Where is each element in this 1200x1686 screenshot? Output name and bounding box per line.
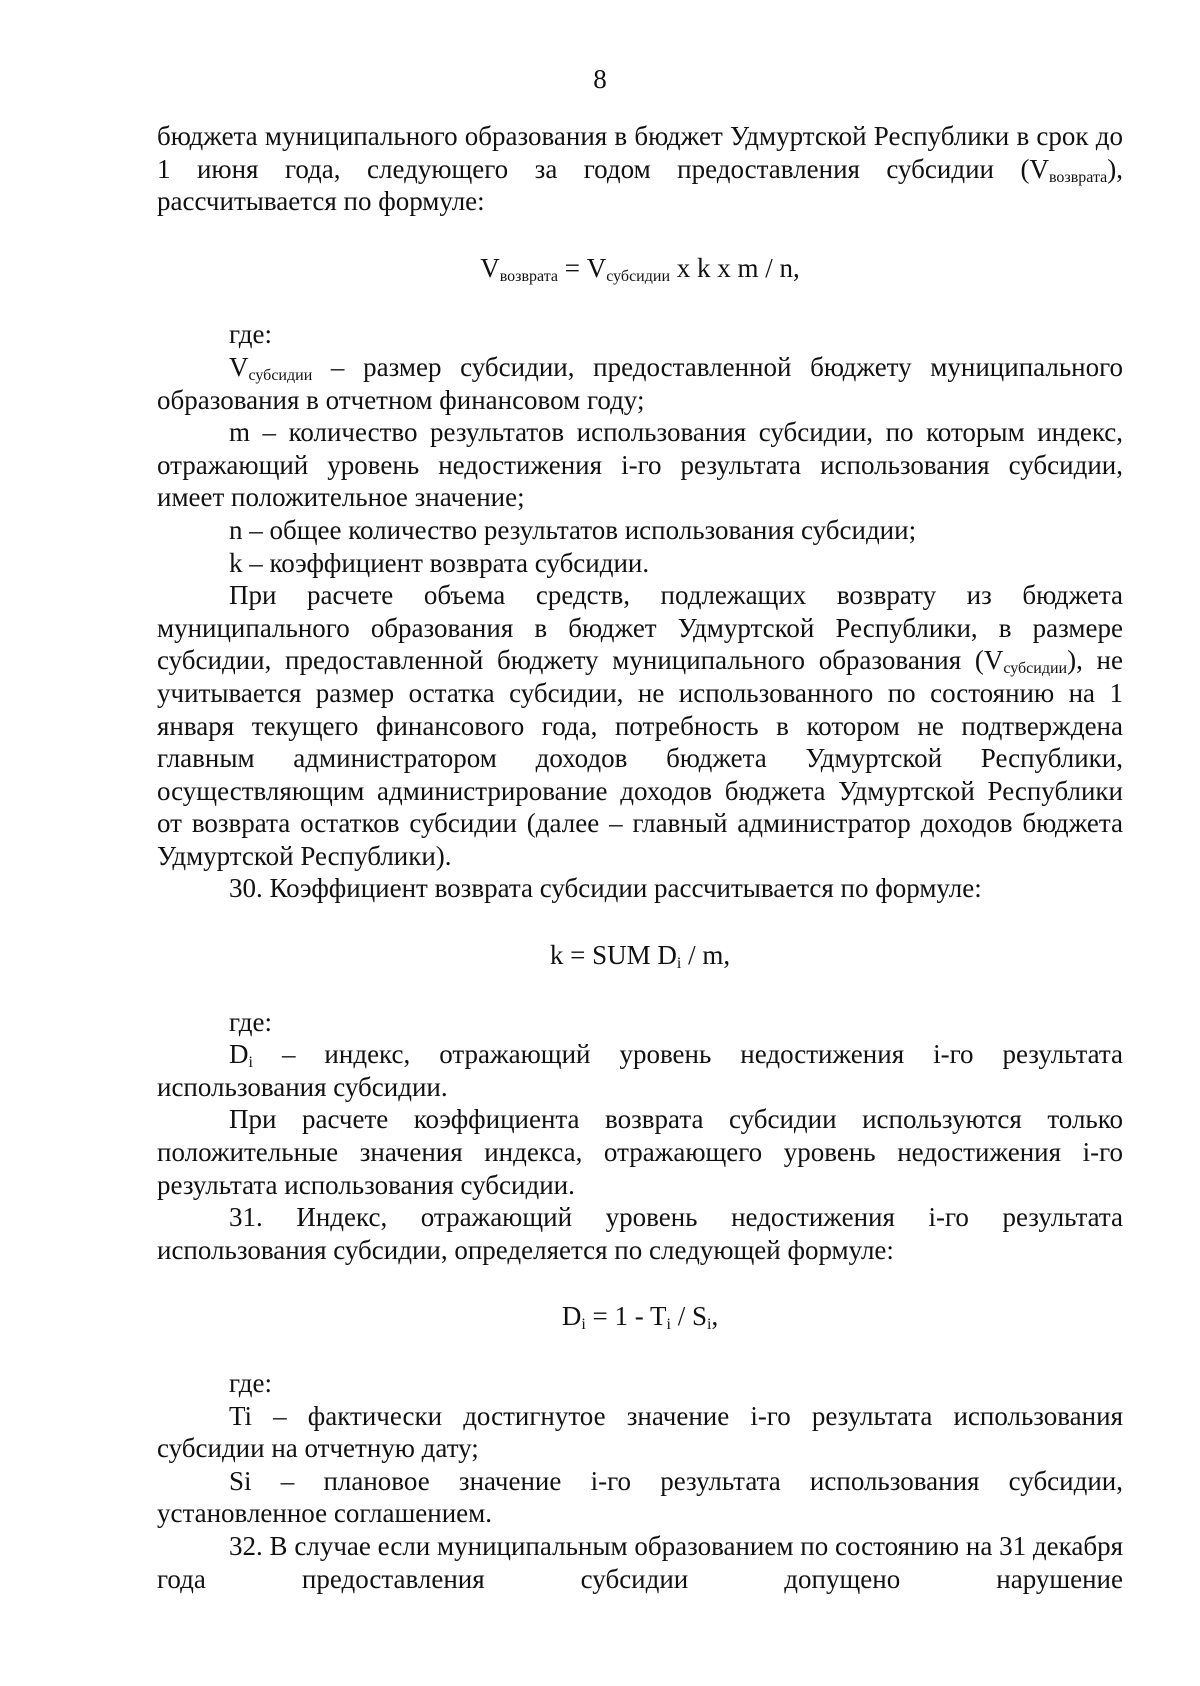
- text: / S: [670, 1301, 707, 1332]
- text: = 1 - T: [585, 1301, 667, 1332]
- subscript: субсидии: [606, 267, 670, 285]
- text: V: [229, 351, 249, 382]
- text: – размер субсидии, предоставленной бюджету муниципального образования в отчетном финансовом году;: [157, 351, 1123, 415]
- text: = V: [558, 252, 607, 283]
- definition-n: n – общее количество результатов использования субсидии;: [229, 514, 917, 545]
- text: D: [561, 1301, 582, 1332]
- subscript: возврата: [499, 267, 559, 285]
- text: k = SUM D: [549, 940, 677, 971]
- text: x k x m / n,: [670, 252, 800, 283]
- subscript: субсидии: [1003, 660, 1068, 678]
- formula-return-volume: [157, 252, 1123, 285]
- text: – индекс, отражающий уровень недостижения i-го результата использования субсидии.: [157, 1039, 1123, 1102]
- where-label: где:: [229, 1368, 272, 1398]
- paragraph-31: 31. Индекс, отражающий уровень недостижения i-го результата использования субсидии, определяется по следующей формуле:: [157, 1202, 1123, 1265]
- where-label: где:: [229, 1006, 272, 1037]
- where-label: где:: [229, 319, 272, 350]
- definition-ti: Ti – фактически достигнутое значение i-го результата использования субсидии на отчетную дату;: [157, 1400, 1123, 1464]
- text: ), рассчитывается по формуле:: [157, 153, 1123, 217]
- text: бюджета муниципального образования в бюджет Удмуртской Республики в срок до 1 июня года, следующего за годом предоставления субсидии (V: [157, 121, 1123, 184]
- definition-di: [157, 1038, 1123, 1103]
- text: ,: [711, 1301, 719, 1332]
- subscript: i: [248, 1054, 253, 1072]
- text: V: [480, 252, 500, 283]
- page-number: 8: [593, 64, 607, 94]
- subscript: субсидии: [248, 366, 313, 384]
- formula-k: [157, 939, 1123, 972]
- subscript: i: [676, 955, 682, 973]
- subscript: i: [581, 1316, 586, 1334]
- paragraph-32: 32. В случае если муниципальным образованием по состоянию на 31 декабря года предоставления субсидии допущено нарушение: [157, 1530, 1123, 1594]
- subscript: возврата: [1048, 168, 1108, 186]
- subscript: i: [706, 1316, 712, 1334]
- text: / m,: [681, 940, 731, 971]
- formula-di: [157, 1300, 1123, 1333]
- definition-m: m – количество результатов использования субсидии, по которым индекс, отражающий уровень недостижения i-го результата использования субсидии, имеет положительное значение;: [157, 417, 1123, 513]
- text: При расчете объема средств, подлежащих возврату из бюджета муниципального образования в бюджет Удмуртской Республики, в размере субсидии, предоставленной бюджету муниципального образования (V: [157, 580, 1123, 676]
- definition-k: k – коэффициент возврата субсидии.: [229, 547, 650, 578]
- subscript: i: [666, 1316, 671, 1334]
- paragraph-30: 30. Коэффициент возврата субсидии рассчитывается по формуле:: [229, 873, 982, 904]
- text: D: [229, 1039, 249, 1070]
- document-body: [157, 120, 1123, 1595]
- paragraph-calculation: [157, 579, 1123, 872]
- definition-si: Si – плановое значение i-го результата использования субсидии, установленное соглашением.: [157, 1465, 1123, 1529]
- text: ), не учитывается размер остатка субсидии, не использованного по состоянию на 1 января текущего финансового года, потребность в котором не подтверждена главным администратором доходов бюджета Удмуртской Республики, осуществляющим администрирование доходов бюджета Удмуртской Республики от возврата остатков субсидии (далее – главный администратор доходов бюджета Удмуртской Республики).: [157, 645, 1123, 871]
- paragraph-return-volume: [157, 120, 1123, 218]
- paragraph-positive-values: При расчете коэффициента возврата субсидии используются только положительные значения индекса, отражающего уровень недостижения i-го результата использования субсидии.: [157, 1104, 1123, 1200]
- definition-v-subsidy: [157, 351, 1123, 416]
